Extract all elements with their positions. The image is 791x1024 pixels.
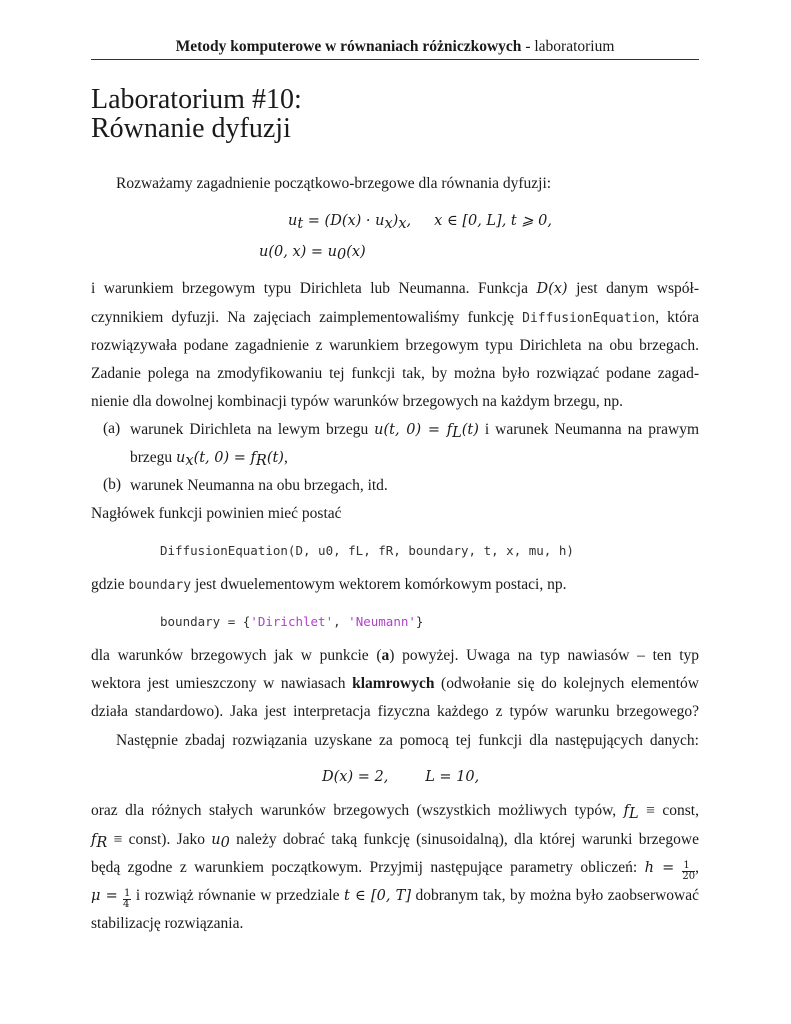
equation-parameters: D(x) = 2, L = 10, — [322, 769, 480, 785]
code-function-signature: DiffusionEquation(D, u0, fL, fR, boundary, t, x, mu, h) — [160, 543, 574, 558]
para2: gdzie boundary jest dwuelementowym wektorem komórkowym postaci, np. — [91, 576, 567, 593]
inline-code-boundary: boundary — [128, 578, 192, 593]
para1-line-5: nienie dla dowolnej kombinacji typów warunków brzegowych na każdym brzegu, np. — [91, 393, 624, 410]
para4-line-4: będą zgodne z warunkiem początkowym. Przyjmij następujące parametry obliczeń: h = $\frac{1}{20}$ , — [91, 859, 699, 882]
para4-line-2: oraz dla różnych stałych warunków brzegowych (wszystkich możliwych typów, $f_L$ ≡ const, — [91, 802, 699, 822]
inline-code-function: DiffusionEquation — [522, 311, 656, 326]
para3-line-3: działa standardowo). Jaka jest interpretacja fizyczna każdego z typów warunku brzegowego? — [91, 703, 699, 720]
fraction-mu: $\frac{1}{4}$ — [122, 888, 131, 910]
para1-line-2: czynnikiem dyfuzji. Na zajęciach zaimplementowaliśmy funkcję DiffusionEquation, która — [91, 309, 699, 326]
intro-paragraph: Rozważamy zagadnienie początkowo-brzegowe dla równania dyfuzji: — [116, 175, 552, 192]
running-header — [91, 38, 699, 56]
para1-line-3: rozwiązywała podane zagadnienie z warunkiem brzegowym typu Dirichleta na obu brzegach. — [91, 337, 699, 354]
header-rule — [91, 59, 699, 60]
para4-line-6: stabilizację rozwiązania. — [91, 915, 244, 932]
title-line-1: Laboratorium #10: — [91, 84, 302, 115]
header-suffix: - laboratorium — [521, 38, 615, 55]
para4-line-3: $f_R$ ≡ const). Jako $u_0$ należy dobrać taką funkcję (sinusoidalną), dla której warunki brzegowe — [91, 831, 699, 851]
equation-diffusion: $u_t = (D(x) \cdot u_x)_x$, x ∈ [0, L], t ⩾ 0, — [288, 213, 552, 232]
code-boundary-example: boundary = {'Dirichlet', 'Neumann'} — [160, 614, 424, 629]
para1-line-4: Zadanie polega na zmodyfikowaniu tej funkcji tak, by można było rozwiązać podane zagad- — [91, 365, 699, 382]
para3-line-1: dla warunków brzegowych jak w punkcie (a) powyżej. Uwaga na typ nawiasów – ten typ — [91, 647, 700, 664]
item-a-label: (a) — [103, 420, 121, 437]
para4-line-1: Następnie zbadaj rozwiązania uzyskane za pomocą tej funkcji dla następujących danych: — [116, 732, 699, 749]
item-b-label: (b) — [103, 476, 122, 493]
para3-line-2: wektora jest umieszczony w nawiasach klamrowych (odwołanie się do kolejnych elementów — [91, 675, 699, 692]
para1-line-1: i warunkiem brzegowym typu Dirichleta lub Neumanna. Funkcja D(x) jest danym współ- — [91, 280, 699, 297]
title-line-2: Równanie dyfuzji — [91, 113, 291, 144]
fraction-h: $\frac{1}{20}$ — [682, 860, 696, 882]
equation-initial: u(0, $x) = u_0(x)$ — [259, 244, 366, 263]
item-a-line-2: brzegu $u_x(t$, $0) = f_R(t)$, — [130, 449, 288, 469]
page-title — [91, 85, 302, 143]
header-course-name: Metody komputerowe w równaniach różniczkowych — [175, 38, 522, 55]
function-header-intro: Nagłówek funkcji powinien mieć postać — [91, 505, 342, 522]
para4-line-5: μ = $\frac{1}{4}$ i rozwiąż równanie w przedziale t ∈ [0, T] dobranym tak, by można było zaobserwować — [91, 887, 699, 910]
item-a-line-1: warunek Dirichleta na lewym brzegu u(t, $0) = f_L(t)$ i warunek Neumanna na prawym — [130, 421, 699, 441]
item-b-line-1: warunek Neumanna na obu brzegach, itd. — [130, 477, 388, 494]
